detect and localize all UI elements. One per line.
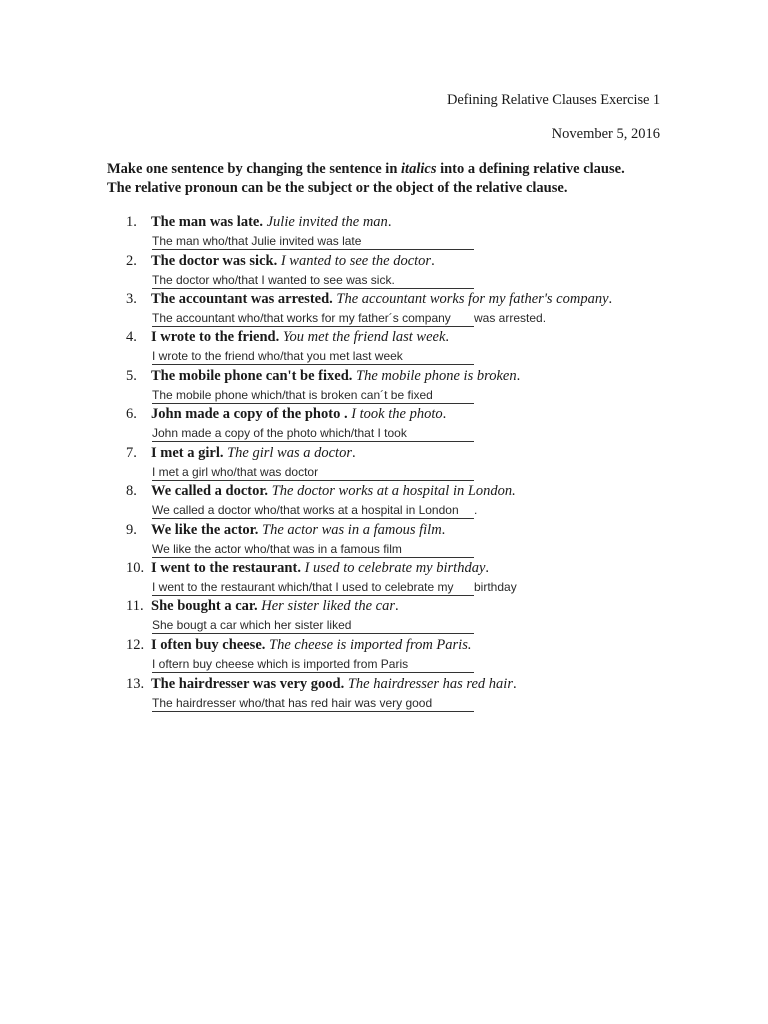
question-end-punctuation: . [394,598,399,614]
answer-line [152,696,474,712]
answer-text: I oftern buy cheese which is imported from Paris [152,657,474,673]
instructions-italic-word: italics [401,161,437,177]
question-main-sentence: She bought a car. [151,598,258,614]
question-end-punctuation: . [387,214,392,230]
question-end-punctuation: . [445,329,450,345]
answer-text-overflow: . [474,503,478,517]
answer-line [152,503,477,519]
answer-text: I wrote to the friend who/that you met last week [152,349,474,365]
question-end-punctuation: . [351,445,356,461]
question-item [126,328,449,346]
question-end-punctuation: . [485,560,489,576]
answer-text: John made a copy of the photo which/that I took [152,426,474,442]
question-end-punctuation: . [512,676,517,692]
question-number: 13. [126,676,145,692]
answer-line [152,657,474,673]
question-italic-sentence: The cheese is imported from Paris. [269,637,472,653]
question-italic-sentence: The actor was in a famous film [262,522,442,538]
document-title: Defining Relative Clauses Exercise 1 [446,92,660,108]
question-item [126,675,517,693]
question-italic-sentence: You met the friend last week [282,329,446,345]
question-item [126,405,446,423]
answer-line [152,580,517,596]
question-number: 5. [126,368,137,384]
question-italic-sentence: The accountant works for my father's company [336,291,609,307]
answer-text: We like the actor who/that was in a famous film [152,542,474,558]
answer-line [152,349,474,365]
question-main-sentence: The hairdresser was very good. [151,676,345,692]
question-item [126,290,612,308]
question-item [126,367,520,385]
question-number: 9. [126,522,137,538]
question-number: 3. [126,291,137,307]
question-main-sentence: The accountant was arrested. [151,291,333,307]
question-italic-sentence: I took the photo [351,406,443,422]
question-end-punctuation: . [608,291,613,307]
answer-text: The hairdresser who/that has red hair was very good [152,696,474,712]
question-italic-sentence: The mobile phone is broken [356,368,517,384]
answer-text: The man who/that Julie invited was late [152,234,474,250]
answer-text: I met a girl who/that was doctor [152,465,474,481]
question-main-sentence: I wrote to the friend. [151,329,280,345]
question-italic-sentence: The girl was a doctor [227,445,352,461]
question-main-sentence: I met a girl. [151,445,224,461]
question-number: 6. [126,406,137,422]
answer-text: She bougt a car which her sister liked [152,618,474,634]
answer-text: The accountant who/that works for my father´s company [152,311,474,327]
answer-line [152,311,546,327]
question-end-punctuation: . [441,522,446,538]
answer-text: The doctor who/that I wanted to see was sick. [152,273,474,289]
question-item [126,597,399,615]
answer-line [152,618,474,634]
question-main-sentence: The mobile phone can't be fixed. [151,368,353,384]
question-italic-sentence: The hairdresser has red hair [347,676,513,692]
question-end-punctuation: . [516,368,521,384]
answer-text-overflow: birthday [474,580,517,594]
answer-line [152,426,474,442]
answer-text-overflow: was arrested. [474,311,547,325]
question-item [126,444,356,462]
question-main-sentence: I went to the restaurant. [151,560,301,576]
document-date: November 5, 2016 [551,126,660,142]
question-italic-sentence: Her sister liked the car [261,598,395,614]
question-number: 2. [126,253,137,269]
question-italic-sentence: I wanted to see the doctor [280,253,432,269]
question-item [126,636,471,654]
instructions-text: The relative pronoun can be the subject or the object of the relative clause. [107,180,568,196]
question-item [126,213,391,231]
question-main-sentence: We called a doctor. [151,483,269,499]
question-end-punctuation: . [431,253,435,269]
answer-line [152,465,474,481]
question-number: 4. [126,329,137,345]
question-italic-sentence: I used to celebrate my birthday [304,560,486,576]
answer-line [152,234,474,250]
question-number: 10. [126,560,145,576]
answer-text: The mobile phone which/that is broken can´t be fixed [152,388,474,404]
question-number: 1. [126,214,137,230]
question-main-sentence: The doctor was sick. [151,253,278,269]
question-end-punctuation: . [442,406,447,422]
instructions-text: Make one sentence by changing the sentence in [107,161,402,177]
question-number: 7. [126,445,137,461]
instructions [107,160,667,198]
answer-line [152,542,474,558]
answer-line [152,273,474,289]
question-italic-sentence: The doctor works at a hospital in London. [271,483,516,499]
answer-text: I went to the restaurant which/that I used to celebrate my [152,580,474,596]
question-main-sentence: We like the actor. [151,522,259,538]
question-item [126,559,489,577]
instructions-text: into a defining relative clause. [436,161,625,177]
question-main-sentence: I often buy cheese. [151,637,266,653]
question-main-sentence: John made a copy of the photo . [151,406,348,422]
answer-line [152,388,474,404]
question-number: 11. [126,598,144,614]
question-number: 8. [126,483,137,499]
question-item [126,482,516,500]
question-main-sentence: The man was late. [151,214,263,230]
question-item [126,252,435,270]
question-item [126,521,445,539]
answer-text: We called a doctor who/that works at a hospital in London [152,503,474,519]
question-number: 12. [126,637,145,653]
question-italic-sentence: Julie invited the man [266,214,388,230]
